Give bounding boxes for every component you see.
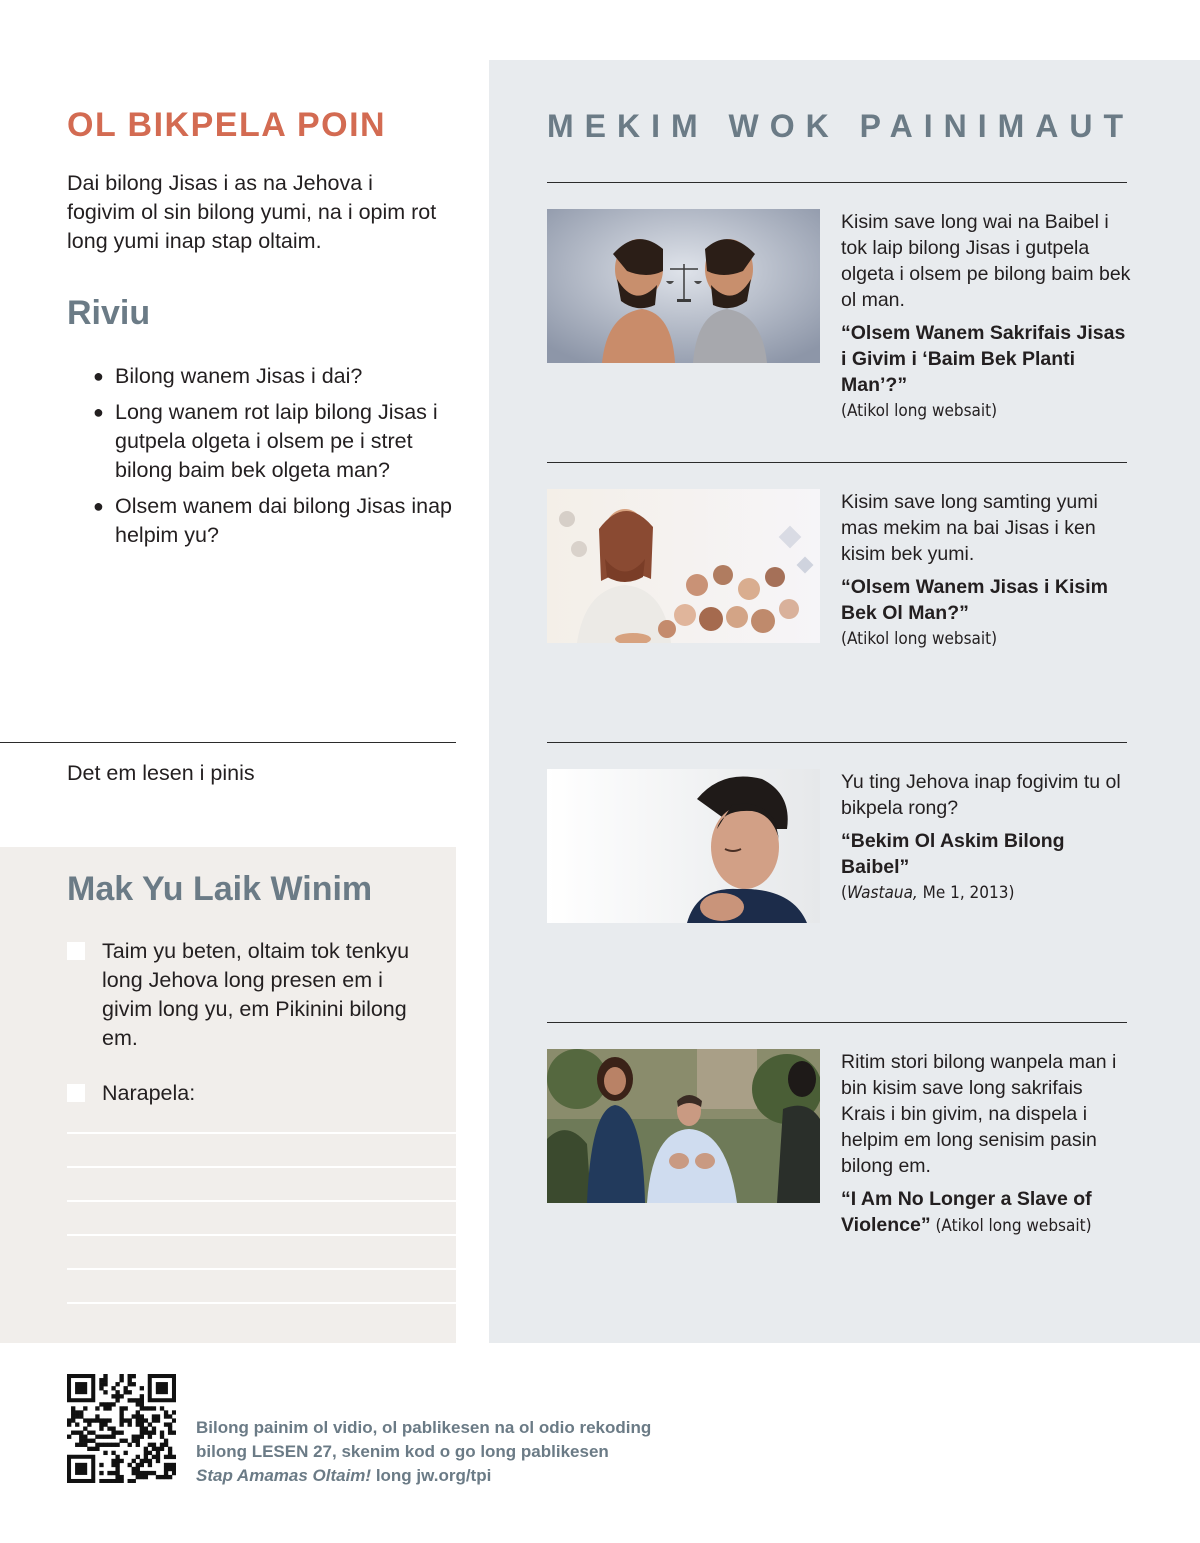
review-questions	[90, 362, 460, 557]
item-source: (Wastaua, Me 1, 2013)	[841, 883, 1015, 903]
bullet-icon: ●	[93, 402, 104, 422]
research-item[interactable]	[547, 1049, 1137, 1289]
divider	[547, 1022, 1127, 1023]
research-title: MEKIM WOK PAINIMAUT	[547, 108, 1135, 144]
divider	[547, 742, 1127, 743]
write-in-line[interactable]	[67, 1302, 456, 1304]
qr-code-icon[interactable]	[67, 1374, 176, 1483]
review-question: ● Olsem wanem dai bilong Jisas inap helpim yu?	[93, 494, 452, 547]
item-title-link[interactable]: “I Am No Longer a Slave of Violence” (Atikol long websait)	[841, 1188, 1092, 1236]
item-title-link[interactable]: “Olsem Wanem Sakrifais Jisas i Givim i ‘Baim Bek Planti Man’?”	[841, 322, 1126, 396]
key-points-text: Dai bilong Jisas i as na Jehova i fogivim ol sin bilong yumi, na i opim rot long yumi inap stap oltaim.	[67, 171, 437, 253]
man-praying-image[interactable]	[547, 769, 820, 923]
item-description: Kisim save long samting yumi mas mekim na bai Jisas i ken kisim bek yumi.	[841, 491, 1098, 565]
completed-date-label: Det em lesen i pinis	[67, 761, 255, 785]
research-item[interactable]	[547, 769, 1137, 1009]
write-in-line[interactable]	[67, 1132, 456, 1134]
research-item[interactable]	[547, 209, 1137, 449]
item-title-link[interactable]: “Bekim Ol Askim Bilong Baibel”	[841, 830, 1065, 878]
write-in-line[interactable]	[67, 1234, 456, 1236]
divider	[547, 462, 1127, 463]
jesus-with-people-image[interactable]	[547, 489, 820, 643]
write-in-line[interactable]	[67, 1268, 456, 1270]
divider	[547, 182, 1127, 183]
family-garden-image[interactable]	[547, 1049, 820, 1203]
goal-item: Taim yu beten, oltaim tok tenkyu long Jehova long presen em i givim long yu, em Pikinini bilong em.	[67, 937, 437, 1053]
item-description: Yu ting Jehova inap fogivim tu ol bikpela rong?	[841, 771, 1121, 819]
research-item[interactable]	[547, 489, 1137, 729]
review-title: Riviu	[67, 294, 151, 332]
review-question: ● Long wanem rot laip bilong Jisas i gutpela olgeta i olsem pe i stret bilong baim bek olgeta man?	[93, 400, 438, 482]
write-in-line[interactable]	[67, 1200, 456, 1202]
bullet-icon: ●	[93, 366, 104, 386]
write-in-line[interactable]	[67, 1166, 456, 1168]
item-source: (Atikol long websait)	[841, 401, 998, 421]
key-points-title: OL BIKPELA POIN	[67, 106, 387, 144]
other-goal-checkbox[interactable]	[67, 1084, 85, 1102]
goal-title: Mak Yu Laik Winim	[67, 870, 373, 908]
item-title-link[interactable]: “Olsem Wanem Jisas i Kisim Bek Ol Man?”	[841, 576, 1108, 624]
two-men-scales-image[interactable]	[547, 209, 820, 363]
footer-note: Bilong painim ol vidio, ol pablikesen na ol odio rekoding bilong LESEN 27, skenim kod o go long pablikesen Stap Amamas Oltaim! long jw.org/tpi	[196, 1418, 652, 1485]
review-question: ● Bilong wanem Jisas i dai?	[90, 362, 460, 391]
item-source: (Atikol long websait)	[930, 1216, 1092, 1236]
goal-checkbox[interactable]	[67, 942, 85, 960]
goal-item: Narapela:	[67, 1079, 437, 1108]
divider	[0, 742, 456, 743]
item-description: Kisim save long wai na Baibel i tok laip bilong Jisas i gutpela olgeta i olsem pe bilong baim bek ol man.	[841, 211, 1131, 311]
item-description: Ritim stori bilong wanpela man i bin kisim save long sakrifais Krais i bin givim, na dispela i helpim em long senisim pasin bilong em.	[841, 1051, 1117, 1177]
bullet-icon: ●	[93, 496, 104, 516]
item-source: (Atikol long websait)	[841, 629, 998, 649]
